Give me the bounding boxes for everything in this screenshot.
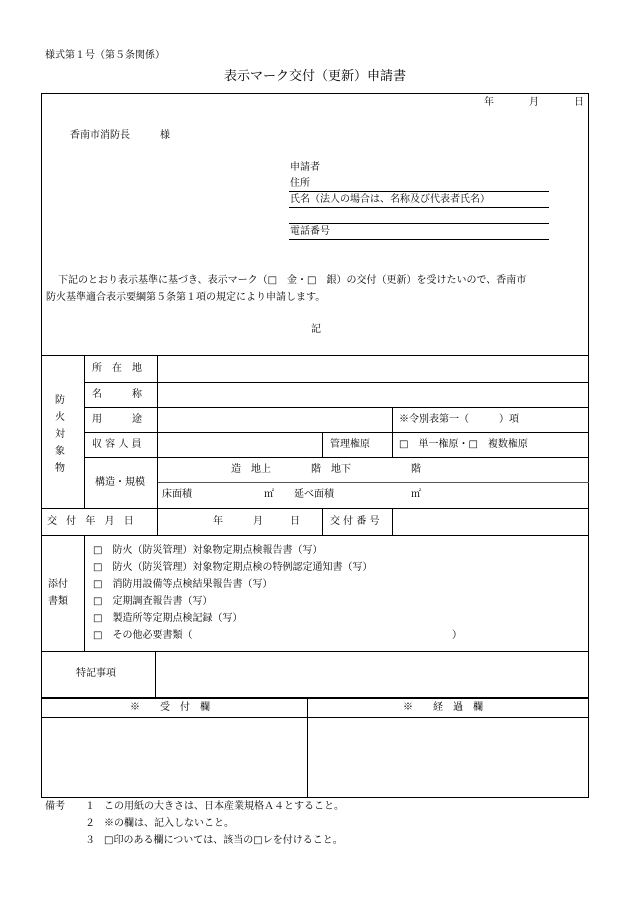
col-line-attach — [84, 535, 85, 651]
attachment-item: □ 製造所等定期点検記録（写） — [93, 613, 243, 624]
row-line-1 — [84, 382, 589, 383]
row-line-4 — [84, 457, 589, 458]
reception-divider — [307, 698, 308, 798]
progress-label: ※ 経 過 欄 — [403, 702, 483, 713]
note-number: ２ — [85, 818, 95, 829]
name-underline-2 — [289, 223, 549, 224]
note-text: ※の欄は、記入しないこと。 — [104, 818, 234, 829]
group-char-3: 対 — [55, 429, 65, 440]
attachment-item: □ その他必要書類（ — [93, 630, 193, 641]
attachment-item: □ 防火（防災管理）対象物定期点検報告書（写） — [93, 545, 323, 556]
structure-mid-line — [157, 482, 589, 483]
notes-label: 備考 — [45, 801, 65, 812]
attachments-label-1: 添付 — [48, 579, 68, 590]
form-number: 様式第１号（第５条関係） — [45, 50, 165, 61]
structure-below: 階 地下 — [311, 464, 351, 475]
attachment-close-paren: ） — [452, 630, 462, 641]
reception-frame — [41, 698, 589, 798]
addressee-name: 香南市消防長 — [70, 130, 130, 141]
issue-date-label: 交 付 年 月 日 — [47, 516, 137, 527]
attachment-item: □ 定期調査報告書（写） — [93, 596, 213, 607]
applicant-phone-label: 電話番号 — [290, 226, 330, 237]
ki-heading: 記 — [311, 324, 321, 335]
phone-underline — [289, 239, 549, 240]
date-year: 年 — [484, 97, 494, 108]
use-note: ※令別表第一（ ）項 — [399, 414, 519, 425]
use-label: 用 途 — [92, 414, 142, 425]
applicant-name-label: 氏名（法人の場合は、名称及び代表者氏名） — [290, 194, 490, 205]
total-area-unit: ㎡ — [411, 489, 421, 500]
name-label: 名 称 — [92, 389, 142, 400]
col-line-mgmt-a — [322, 432, 323, 457]
issue-day: 日 — [290, 516, 300, 527]
structure-label: 構造・規模 — [95, 477, 145, 488]
group-char-4: 象 — [55, 446, 65, 457]
date-month: 月 — [529, 97, 539, 108]
address-underline — [289, 191, 549, 192]
group-char-5: 物 — [55, 463, 65, 474]
group-char-1: 防 — [55, 395, 65, 406]
attachments-label-2: 書類 — [48, 596, 68, 607]
capacity-label: 収 容 人 員 — [92, 439, 142, 450]
total-area-label: ㎡ 延べ面積 — [264, 489, 334, 500]
col-line-group — [84, 355, 85, 508]
reception-header-line — [41, 717, 589, 718]
body-text-line1: 下記のとおり表示基準に基づき、表示マーク（□ 金・□ 銀）の交付（更新）を受けたいので、香南市 — [58, 275, 527, 286]
body-text-line2: 防火基準適合表示要綱第５条第１項の規定により申請します。 — [46, 292, 326, 303]
attachment-item: □ 消防用設備等点検結果報告書（写） — [93, 579, 273, 590]
location-label: 所 在 地 — [92, 363, 142, 374]
row-line-5 — [41, 508, 589, 509]
date-day: 日 — [574, 97, 584, 108]
group-char-2: 火 — [55, 412, 65, 423]
target-group-label — [55, 392, 65, 477]
page-title: 表示マーク交付（更新）申請書 — [223, 69, 406, 84]
floor-area-label: 床面積 — [162, 489, 192, 500]
row-line-6 — [41, 535, 589, 536]
col-line-use — [392, 407, 393, 432]
addressee-honorific: 様 — [160, 130, 170, 141]
note-text: この用紙の大きさは、日本産業規格Ａ４とすること。 — [104, 801, 344, 812]
applicant-address-label: 住所 — [290, 178, 310, 189]
issue-month: 月 — [253, 516, 263, 527]
structure-floors: 階 — [411, 464, 421, 475]
issue-year: 年 — [213, 516, 223, 527]
structure-above: 造 地上 — [231, 464, 271, 475]
row-line-2 — [84, 407, 589, 408]
col-line-special — [155, 651, 156, 698]
applicant-heading: 申請者 — [290, 162, 320, 173]
col-line-mgmt-b — [392, 432, 393, 457]
row-line-3 — [84, 432, 589, 433]
note-text: □印のある欄については、該当の□レを付けること。 — [104, 835, 343, 846]
mgmt-options: □ 単一権原・□ 複数権原 — [399, 439, 528, 450]
table-top-line — [41, 355, 589, 356]
mgmt-label: 管理権原 — [330, 439, 370, 450]
col-line-issue-b — [392, 508, 393, 535]
name-underline — [289, 207, 549, 208]
col-line-issue-a — [322, 508, 323, 535]
note-number: ３ — [85, 835, 95, 846]
received-label: ※ 受 付 欄 — [130, 702, 210, 713]
col-line-label — [157, 355, 158, 535]
attachment-item: □ 防火（防災管理）対象物定期点検の特例認定通知書（写） — [93, 562, 373, 573]
special-notes-label: 特記事項 — [76, 668, 116, 679]
row-line-7 — [41, 651, 589, 652]
note-number: １ — [85, 801, 95, 812]
issue-number-label: 交 付 番 号 — [330, 516, 380, 527]
